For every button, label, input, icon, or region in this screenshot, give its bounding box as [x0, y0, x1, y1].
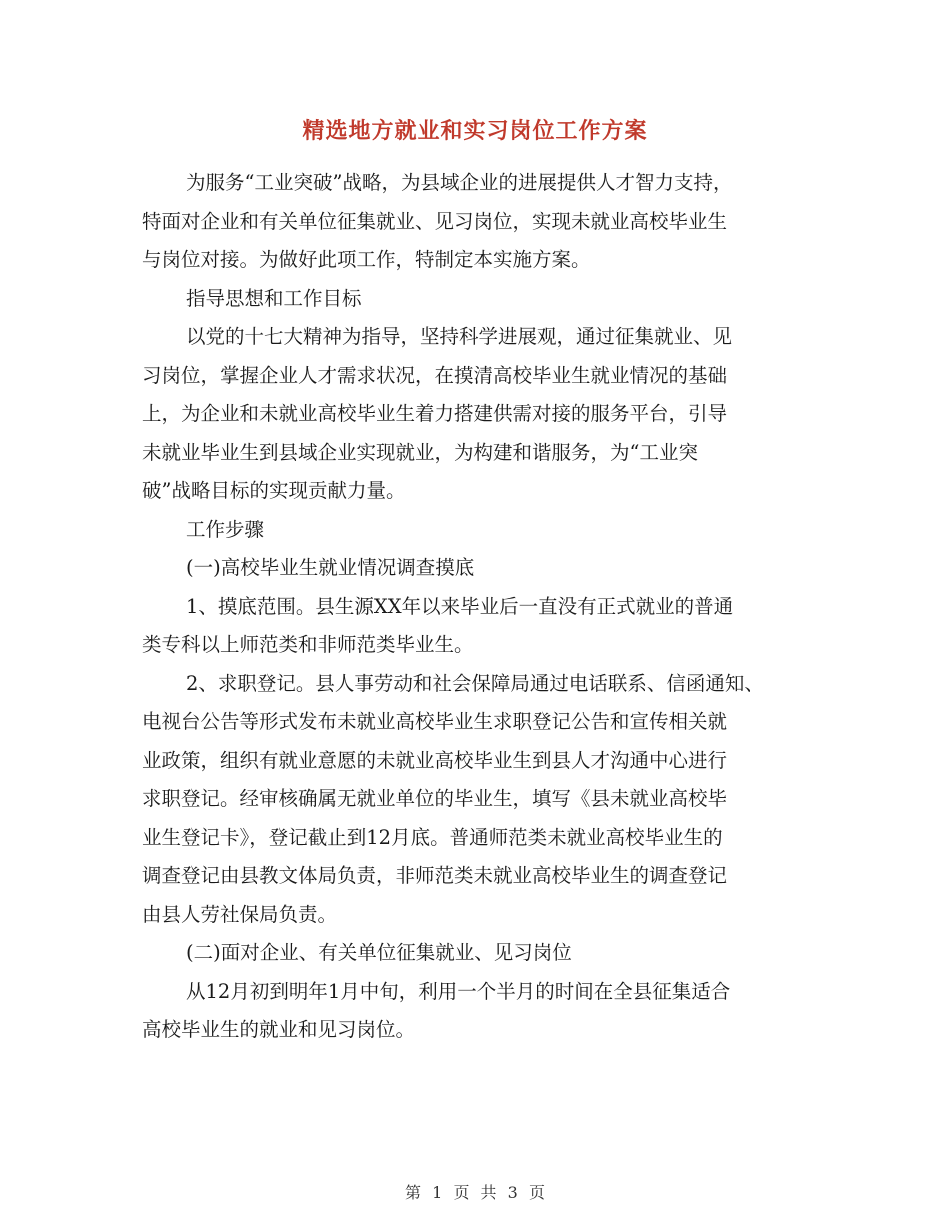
paragraph-line: 从12月初到明年1月中旬，利用一个半月的时间在全县征集适合	[186, 979, 731, 1003]
page-footer	[0, 1180, 950, 1203]
footer-total-unit: 页	[528, 1183, 545, 1202]
paragraph-line: 高校毕业生的就业和见习岗位。	[142, 1018, 416, 1041]
subsection-heading: (一)高校毕业生就业情况调查摸底	[186, 556, 475, 579]
paragraph-line: 1、摸底范围。县生源XX年以来毕业后一直没有正式就业的普通	[186, 594, 734, 618]
paragraph-line: 求职登记。经审核确属无就业单位的毕业生，填写《县未就业高校毕	[142, 787, 728, 810]
paragraph-line: 未就业毕业生到县域企业实现就业，为构建和谐服务，为“工业突	[142, 440, 698, 464]
paragraph-line: 为服务“工业突破”战略，为县域企业的进展提供人才智力支持，	[186, 171, 733, 194]
paragraph-line: 特面对企业和有关单位征集就业、见习岗位，实现未就业高校毕业生	[142, 209, 728, 233]
paragraph-line: 破”战略目标的实现贡献力量。	[142, 479, 406, 502]
paragraph-line: 电视台公告等形式发布未就业高校毕业生求职登记公告和宣传相关就	[142, 710, 728, 733]
paragraph-line: 2、求职登记。县人事劳动和社会保障局通过电话联系、信函通知、	[186, 671, 764, 695]
paragraph-line: 业政策，组织有就业意愿的未就业高校毕业生到县人才沟通中心进行	[142, 748, 728, 772]
section-heading: 工作步骤	[186, 517, 265, 541]
footer-prefix: 第	[405, 1183, 422, 1202]
paragraph-line: 上，为企业和未就业高校毕业生着力搭建供需对接的服务平台，引导	[142, 402, 728, 425]
paragraph-line: 习岗位，掌握企业人才需求状况，在摸清高校毕业生就业情况的基础	[142, 363, 728, 387]
document-body	[142, 164, 822, 1050]
paragraph-line: 类专科以上师范类和非师范类毕业生。	[142, 633, 474, 656]
footer-total-prefix: 共	[480, 1183, 497, 1202]
paragraph-line: 业生登记卡》，登记截止到12月底。普通师范类未就业高校毕业生的	[142, 825, 723, 849]
footer-page-unit: 页	[453, 1183, 470, 1202]
document-title: 精选地方就业和实习岗位工作方案	[302, 118, 648, 144]
paragraph-line: 由县人劳社保局负责。	[142, 902, 338, 926]
subsection-heading: (二)面对企业、有关单位征集就业、见习岗位	[186, 941, 572, 964]
footer-current-page: 1	[432, 1183, 443, 1202]
paragraph-line: 与岗位对接。为做好此项工作，特制定本实施方案。	[142, 248, 591, 271]
paragraph-line: 调查登记由县教文体局负责，非师范类未就业高校毕业生的调查登记	[142, 864, 728, 887]
section-heading: 指导思想和工作目标	[186, 286, 362, 310]
paragraph-line: 以党的十七大精神为指导，坚持科学进展观，通过征集就业、见	[186, 325, 733, 348]
footer-total-pages: 3	[507, 1183, 518, 1202]
